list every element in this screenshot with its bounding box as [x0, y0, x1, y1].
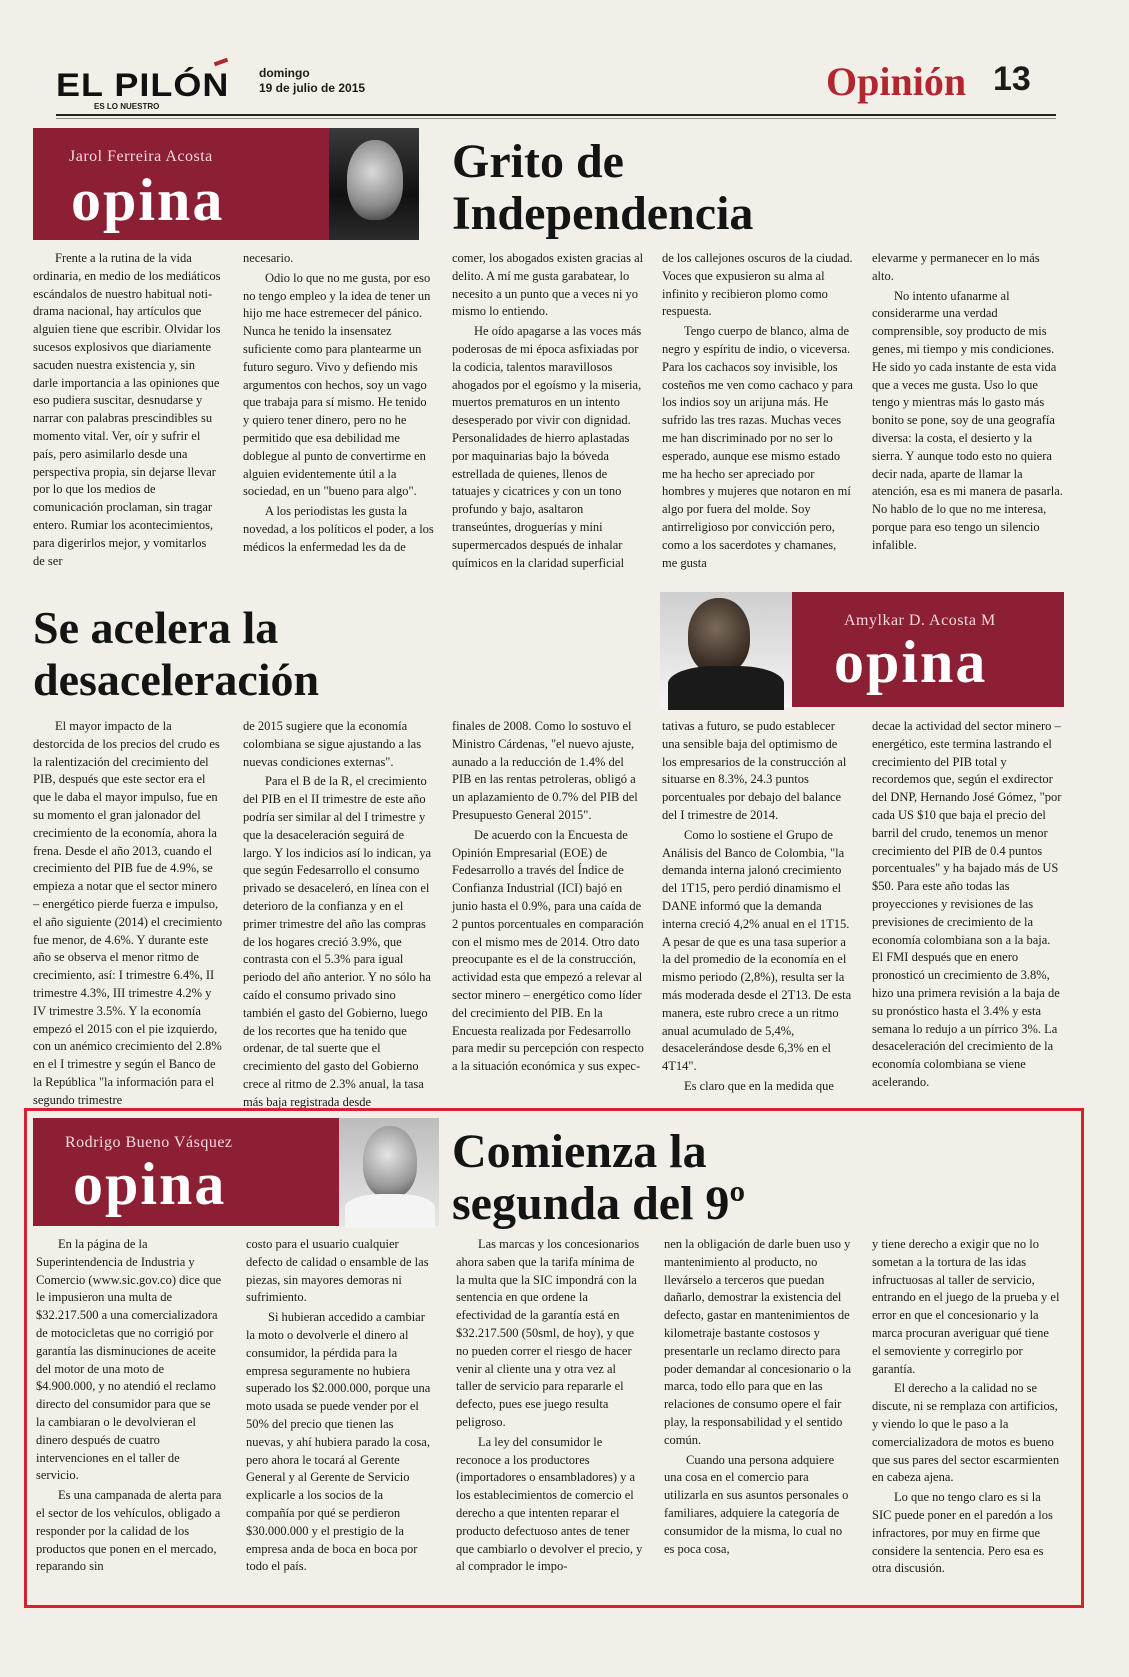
author-name: Jarol Ferreira Acosta	[69, 148, 213, 165]
headline-line: segunda del 9º	[452, 1177, 746, 1230]
paragraph: El derecho a la calidad no se discute, ni se remplaza con artificios, y viendo lo que le paso a la comercializadora de motos es bueno que sus pares del sector escarmienten en cabeza ajena.	[872, 1381, 1060, 1485]
article-2-column-3	[452, 718, 644, 1098]
paragraph: Tengo cuerpo de blanco, alma de negro y espíritu de indio, o viceversa. Para los cachacos soy invisible, los costeños me ven como cachaco y para los indios soy un arijuna más. He sufrido las tres razas. Muchas veces me han discriminado por no ser lo esperado, aunque ese mismo estado me ha hecho ser apreciado por hombres y mujeres que notaron en mí algo por fuera del molde. Soy antirreligioso por convicción pero, como a los sacerdotes y chamanes, me gusta	[662, 324, 853, 570]
paragraph: finales de 2008. Como lo sostuvo el Ministro Cárdenas, "el nuevo ajuste, aunado a la reducción de 1.4% del PIB en las rentas petroleras, obligó a un aplazamiento de 0.7% del PIB del Presupuesto General 2015".	[452, 719, 638, 822]
article-3-column-2	[246, 1236, 434, 1588]
author-name: Rodrigo Bueno Vásquez	[65, 1134, 233, 1151]
headline-grito	[452, 136, 753, 240]
headline-line: Grito de	[452, 135, 624, 188]
paragraph: Para el B de la R, el crecimiento del PIB en el II trimestre de este año podría ser similar al del I trimestre y que la desaceleración seguirá de largo. Y los indicios así lo indican, ya que según Fedesarrollo el consumo privado se desaceleró, en línea con el deterioro de la confianza y en el primer trimestre del año las compras de los hogares creció 3.9%, que contrasta con el 5.3% para igual periodo del año anterior. Y no sólo ha caído el consumo privado sino también el gasto del Gobierno, luego de los recortes que ha tenido que ordenar, de tal suerte que el crecimiento del gasto del Gobierno crece al ritmo de 2.3% anual, la tasa más baja registrada desde	[243, 774, 432, 1109]
author-photo-jarol	[329, 128, 419, 240]
headline-line: Se acelera la	[33, 602, 279, 653]
article-3-column-5	[872, 1236, 1060, 1588]
headline-comienza	[452, 1126, 745, 1230]
paragraph: Lo que no tengo claro es si la SIC puede poner en el paredón a los infractores, por muy en firme que considere la sentencia. Pero esa es otra discusión.	[872, 1490, 1053, 1576]
paragraph: costo para el usuario cualquier defecto de calidad o ensamble de las piezas, sin mayores demoras ni sufrimiento.	[246, 1237, 429, 1305]
logo-accent-mark	[214, 58, 229, 67]
page-number: 13	[993, 60, 1031, 98]
article-3-column-1	[36, 1236, 222, 1588]
paragraph: A los periodistas les gusta la novedad, a los políticos el poder, a los médicos la enfermedad les da de	[243, 504, 434, 554]
masthead-rule-thin	[56, 118, 1056, 119]
article-1-column-3	[452, 250, 644, 575]
paragraph: El mayor impacto de la destorcida de los precios del crudo es la ralentización del crecimiento del PIB, después que este sector era el que le daba el mayor impulso, fue en su momento el gran jalonador del crecimiento de la economía, ahora la frena. Desde el año 2013, cuando el crecimiento del PIB fue de 4.9%, se empieza a notar que el sector minero – energético pierde fuerza e impulso, el año siguiente (2014) el crecimiento fue menor, de 4.6%. Y durante este año se observa el menor ritmo de crecimiento, así: I trimestre 6.4%, II trimestre 4.3%, III trimestre 4.2% y IV trimestre 3.5%. Y la economía empezó el 2015 con el pie izquierdo, con un anémico crecimiento del 2.8% en el I trimestre y según el Banco de la República "la información para el segundo trimestre	[33, 719, 223, 1107]
paragraph: Si hubieran accedido a cambiar la moto o devolverle el dinero al consumidor, la pérdida para la empresa seguramente no hubiera superado los $2.000.000, porque una moto usada se puede vender por el 50% del precio que tienen las nuevas, y ahí hubiera parado la cosa, pero ahora le tocará al Gerente General y al Gerente de Servicio explicarle a los socios de la compañía por qué se perdieron $30.000.000 y el prestigio de la empresa anda de boca en boca por todo el país.	[246, 1310, 431, 1574]
article-2-column-4	[662, 718, 854, 1098]
masthead-rule	[56, 114, 1056, 116]
headline-line: Comienza la	[452, 1125, 707, 1178]
author-photo-rodrigo	[339, 1118, 439, 1226]
article-1-column-1	[33, 250, 221, 575]
paragraph: Odio lo que no me gusta, por eso no tengo empleo y la idea de tener un hijo me hace estremecer del pánico. Nunca he tenido la insensatez suficiente como para plantearme un futuro seguro. Vivo y defiendo mis argumentos con hechos, soy un vago que trabaja para sí mismo. He tenido y quiero tener dinero, pero no he permitido que esa debilidad me doblegue al punto de convertirme en alguien evidentemente útil a la sociedad, en un "bueno para algo".	[243, 270, 431, 499]
article-1-column-2	[243, 250, 435, 575]
article-2-column-5	[872, 718, 1064, 1098]
paragraph: decae la actividad del sector minero – energético, este termina lastrando el crecimiento del PIB total y recordemos que, según el exdirector del DNP, Hernando José Gómez, "por cada US $10 que baja el precio del barril del crudo, tenemos un menor crecimiento del PIB de 0.4 puntos porcentuales" y ha bajado más de US $50. Para este año todas las proyecciones y revisiones de las previsiones de crecimiento de la economía colombiana son a la baja. El FMI después que en enero pronosticó un crecimiento de 3.8%, hizo una primera revisión a la baja de su pronóstico hasta el 3.4% y esta semana lo redujo a un pírrico 3%. La desaceleración del crecimiento de la economía colombiana se viene acelerando.	[872, 719, 1062, 1089]
issue-weekday: domingo	[259, 66, 310, 80]
author-block-amylkar	[792, 592, 1064, 707]
paragraph: elevarme y permanecer en lo más alto.	[872, 251, 1040, 283]
opina-label: opina	[71, 167, 225, 233]
issue-full-date: 19 de julio de 2015	[259, 81, 366, 95]
paragraph: tativas a futuro, se pudo establecer una sensible baja del optimismo de los empresarios de la construcción al situarse en 8.3%, 24.3 puntos porcentuales por debajo del balance del I trimestre de 2014.	[662, 719, 847, 822]
paragraph: He oído apagarse a las voces más poderosas de mi época asfixiadas por la codicia, talentos maravillosos ahogados por el egoísmo y la miseria, muertos prematuros en un intento desesperado por vivir con dignidad. Personalidades de hierro aplastadas por maquinarias bajo la bóveda estrellada de quienes, llenos de tatuajes y cicatrices y con un tono profundo y bajo, asaltaron transeúntes, droguerías y mini supermercados después de inhalar químicos en la claridad superficial	[452, 324, 642, 570]
paragraph: Es claro que en la medida que	[684, 1078, 834, 1093]
article-2-column-1	[33, 718, 225, 1107]
issue-date	[259, 66, 365, 96]
masthead-logo: EL PILÓN	[56, 66, 230, 103]
headline-desaceleracion	[33, 602, 319, 706]
article-1-column-4	[662, 250, 854, 575]
paragraph: necesario.	[243, 251, 294, 265]
paragraph: Cuando una persona adquiere una cosa en el comercio para utilizarla en sus asuntos personales o familiares, adquiere la categoría de consumidor de la misma, lo cual no es poca cosa,	[664, 1452, 849, 1556]
paragraph: comer, los abogados existen gracias al delito. A mí me gusta garabatear, lo necesito a un punto que a veces ni yo mismo lo entiendo.	[452, 251, 644, 319]
paragraph: La ley del consumidor le reconoce a los productores (importadores o ensambladores) y a los establecimientos de comercio el derecho a que intenten reparar el producto defectuoso antes de tener que cambiarlo o devolver el precio, y al comprador le impo-	[456, 1434, 643, 1574]
article-3-column-4	[664, 1236, 852, 1588]
section-title: Opinión	[826, 59, 967, 104]
opina-label: opina	[73, 1151, 227, 1217]
author-block-rodrigo	[33, 1118, 339, 1226]
paragraph: Como lo sostiene el Grupo de Análisis del Banco de Colombia, "la demanda interna jalonó crecimiento del 1T15, pero perdió dinamismo el DANE informó que la demanda interna creció 4,2% anual en el 1T15. A pesar de que es una tasa superior a la del promedio de la economía en el mismo periodo (2,8%), resulta ser la más moderada desde el 2T13. De esta manera, este rubro crece a un ritmo anual acumulado de 5,4%, desacelerándose desde 6,3% en el 4T14".	[662, 827, 852, 1074]
headline-line: Independencia	[452, 187, 754, 240]
article-1-column-5	[872, 250, 1064, 575]
author-name: Amylkar D. Acosta M	[844, 612, 996, 629]
paragraph: Es una campanada de alerta para el sector de los vehículos, obligado a responder por la calidad de los productos que ponen en el mercado, reparando sin	[36, 1488, 222, 1574]
paragraph: Las marcas y los concesionarios ahora saben que la tarifa mínima de la multa que la SIC impondrá con la sentencia en que ordene la efectividad de la garantía está en $32.217.500 (50sml, de hoy), y que no pueden correr el riesgo de hacer venir al cliente una y otra vez al taller de servicio para repararle el defecto, pues ese juego resulta peligroso.	[456, 1237, 640, 1429]
headline-line: desaceleración	[33, 654, 320, 705]
paragraph: No intento ufanarme al considerarme una verdad comprensible, soy producto de mis genes, mi tiempo y mis condiciones. He sido yo cada instante de esta vida que a veces me gusta. Uso lo que tengo y mientras más lo gasto más bonito se pone, soy de una geografía diversa: la costa, el desierto y la sierra. Y aunque todo esto no quiera decir nada, aparte de llamar la atención, esa es mi manera de pasarla. No hablo de lo que no me interesa, porque para eso tengo un silencio infalible.	[872, 288, 1063, 552]
opina-label: opina	[834, 629, 988, 695]
author-photo-amylkar	[660, 592, 792, 707]
article-3-column-3	[456, 1236, 644, 1588]
paragraph: nen la obligación de darle buen uso y mantenimiento al producto, no llevárselo a terceros que puedan dañarlo, demostrar la existencia del defecto, gastar en mantenimientos de kilometraje bastante costosos y presentarle un reclamo directo para poder demandar al concesionario o la marca, todo ello para que en las relaciones de consumo opere el fair play, la responsabilidad y el sentido común.	[664, 1237, 852, 1447]
author-block-jarol	[33, 128, 329, 240]
paragraph: Frente a la rutina de la vida ordinaria, en medio de los mediáticos escándalos de nuestro habitual noti- drama nacional, hay artículos que alguien tiene que escribir. Olvidar los sucesos explosivos que diariamente sacuden nuestra existencia y, sin darle importancia a las opiniones que eso pudiera suscitar, desnudarse y narrar con palabras prescindibles su momento vital. Ver, oír y sufrir el país, pero asimilarlo desde una perspectiva propia, sin dejarse llevar por lo que los medios de comunicación proclaman, sin tragar entero. Rumiar los acontecimientos, para digerirlos mejor, y vomitarlos de ser	[33, 251, 221, 568]
paragraph: de 2015 sugiere que la economía colombiana se sigue ajustando a las nuevas condiciones externas".	[243, 719, 422, 769]
masthead-tagline: ES LO NUESTRO	[94, 102, 160, 111]
paragraph: de los callejones oscuros de la ciudad. Voces que expusieron su alma al infinito y recibieron plomo como respuesta.	[662, 251, 853, 319]
paragraph: y tiene derecho a exigir que no lo sometan a la tortura de las idas infructuosas al taller de servicio, entrando en el juego de la prueba y el error en que el concesionario y la marca procuran averiguar qué tiene el semoviente y corregirlo por garantía.	[872, 1237, 1060, 1376]
paragraph: En la página de la Superintendencia de Industria y Comercio (www.sic.gov.co) dice que le impusieron una multa de $32.217.500 a una comercializadora de motocicletas que no corrigió por garantía las disminuciones de aceite del motor de una moto de $4.900.000, y no atendió el reclamo directo del consumidor para que se la cambiaran o le devolvieran el dinero después de cuatro intervenciones en el taller de servicio.	[36, 1237, 222, 1483]
paragraph: De acuerdo con la Encuesta de Opinión Empresarial (EOE) de Fedesarrollo a través del Índice de Confianza Industrial (ICI) bajó en junio hasta el 0.9%, para una caída de 2 puntos porcentuales en comparación con el mismo mes de 2014. Otro dato preocupante es el de la construcción, actividad esta que empezó a relevar al sector minero – energético como líder del crecimiento del PIB. En la Encuesta realizada por Fedesarrollo para medir su percepción con respecto a la situación económica y sus expec-	[452, 827, 644, 1074]
article-2-column-2	[243, 718, 435, 1109]
